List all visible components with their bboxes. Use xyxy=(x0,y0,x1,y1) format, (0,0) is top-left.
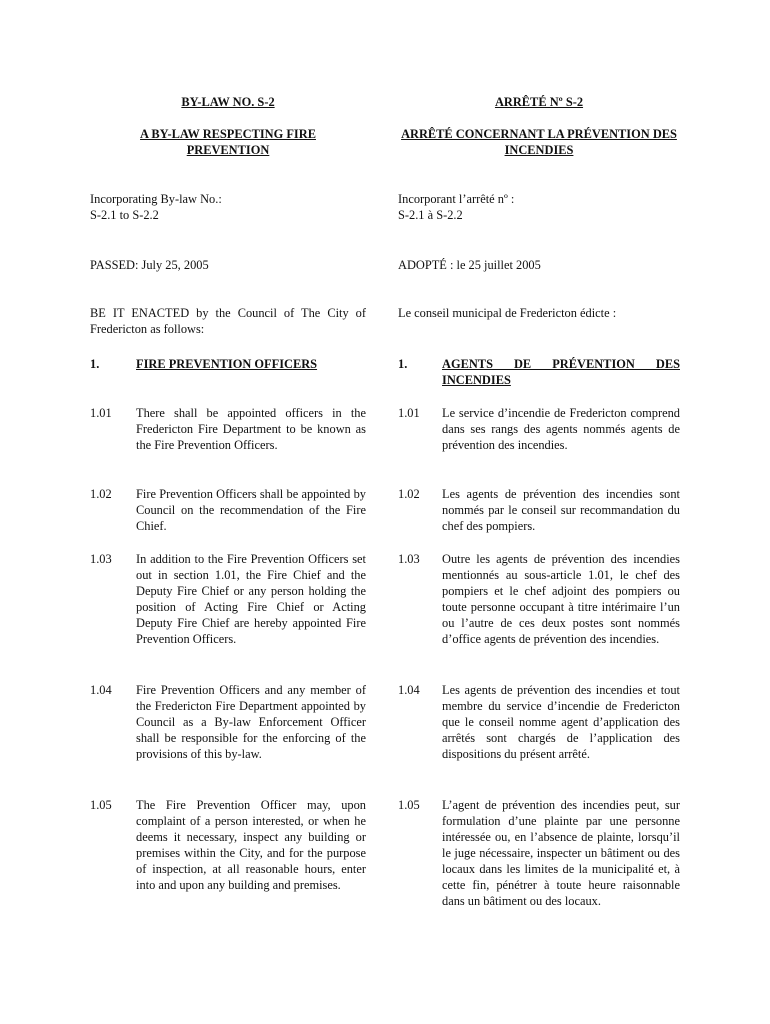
clause-text: The Fire Prevention Officer may, upon complaint of a person interested, or when he deems it necessary, inspect any building or premises within the City, and for the purpose of inspection, at all reasonable hours, enter into and upon any building and premises. xyxy=(136,798,366,892)
clause-number: 1.05 xyxy=(398,798,420,812)
english-subtitle: A BY-LAW RESPECTING FIRE PREVENTION xyxy=(140,127,316,157)
english-incorporating-label: Incorporating By-law No.: xyxy=(90,192,222,206)
clause-number: 1.04 xyxy=(90,683,112,697)
french-section-heading xyxy=(398,356,680,388)
clause-number: 1.05 xyxy=(90,798,112,812)
french-clause xyxy=(398,486,680,534)
french-incorporating xyxy=(398,191,680,223)
clause-number: 1.02 xyxy=(398,487,420,501)
english-incorporating-value: S-2.1 to S-2.2 xyxy=(90,208,159,222)
english-passed-date: PASSED: July 25, 2005 xyxy=(90,258,209,272)
clause-text: Les agents de prévention des incendies sont nommés par le conseil sur recommandation du chef des pompiers. xyxy=(442,487,680,533)
french-section-number: 1. xyxy=(398,357,408,371)
french-enactment xyxy=(398,305,680,321)
french-incorporating-value: S-2.1 à S-2.2 xyxy=(398,208,463,222)
clause-text: In addition to the Fire Prevention Officers set out in section 1.01, the Fire Chief and the Deputy Fire Chief or any person holding the position of Acting Fire Chief or Acting Deputy Fire Chief are hereby appointed Fire Prevention Officers. xyxy=(136,552,366,646)
english-section-number: 1. xyxy=(90,357,100,371)
french-subtitle-block xyxy=(396,126,682,158)
clause-text: Les agents de prévention des incendies et tout membre du service d’incendie de Fredericton que le conseil nomme agent d’application des arrêtés sont chargés de l’application des dispositions du présent arrêté. xyxy=(442,683,680,761)
english-title-block xyxy=(90,94,366,110)
french-enactment-text: Le conseil municipal de Fredericton édicte : xyxy=(398,306,617,320)
french-section-title: AGENTS DE PRÉVENTION DES INCENDIES xyxy=(442,357,680,387)
english-clause xyxy=(90,486,366,534)
french-clause xyxy=(398,405,680,453)
english-incorporating xyxy=(90,191,366,223)
french-passed-date: ADOPTÉ : le 25 juillet 2005 xyxy=(398,258,541,272)
french-passed xyxy=(398,257,680,273)
french-clause xyxy=(398,797,680,909)
clause-number: 1.03 xyxy=(398,552,420,566)
french-incorporating-label: Incorporant l’arrêté nº : xyxy=(398,192,515,206)
french-title-block xyxy=(398,94,680,110)
clause-text: Le service d’incendie de Fredericton comprend dans ses rangs des agents nommés agents de prévention des incendies. xyxy=(442,406,680,452)
english-enactment xyxy=(90,305,366,337)
english-clause xyxy=(90,405,366,453)
clause-text: Fire Prevention Officers and any member of the Fredericton Fire Department appointed by Council as a By-law Enforcement Officer shall be responsible for the enforcing of the provisions of this by-law. xyxy=(136,683,366,761)
clause-number: 1.01 xyxy=(90,406,112,420)
english-enactment-text: BE IT ENACTED by the Council of The City of Fredericton as follows: xyxy=(90,306,366,336)
french-clause xyxy=(398,551,680,647)
english-subtitle-block xyxy=(108,126,348,158)
english-section-title: FIRE PREVENTION OFFICERS xyxy=(136,357,318,371)
clause-number: 1.01 xyxy=(398,406,420,420)
english-clause xyxy=(90,797,366,893)
french-clause xyxy=(398,682,680,762)
english-clause xyxy=(90,682,366,762)
clause-number: 1.04 xyxy=(398,683,420,697)
english-clause xyxy=(90,551,366,647)
clause-number: 1.02 xyxy=(90,487,112,501)
clause-text: Outre les agents de prévention des incendies mentionnés au sous-article 1.01, le chef des pompiers et le chef adjoint des pompiers ou toute personne occupant à titre intérimaire l’un ou l’autre de ces deux postes sont nommés d’office agents de prévention des incendies. xyxy=(442,552,680,646)
english-passed xyxy=(90,257,366,273)
french-subtitle: ARRÊTÉ CONCERNANT LA PRÉVENTION DES INCENDIES xyxy=(401,127,677,157)
english-title: BY-LAW NO. S-2 xyxy=(181,95,275,109)
french-title: ARRÊTÉ Nº S-2 xyxy=(494,95,584,109)
english-section-heading xyxy=(90,356,366,372)
clause-number: 1.03 xyxy=(90,552,112,566)
clause-text: L’agent de prévention des incendies peut, sur formulation d’une plainte par une personne intéressée ou, en l’absence de plainte, lorsqu’il le juge nécessaire, inspecter un bâtiment ou des locaux dans les limites de la municipalité et, à cette fin, pénétrer à toute heure raisonnable dans un bâtiment ou des locaux. xyxy=(442,798,680,908)
clause-text: Fire Prevention Officers shall be appointed by Council on the recommendation of the Fire Chief. xyxy=(136,487,366,533)
clause-text: There shall be appointed officers in the Fredericton Fire Department to be known as the Fire Prevention Officers. xyxy=(136,406,366,452)
